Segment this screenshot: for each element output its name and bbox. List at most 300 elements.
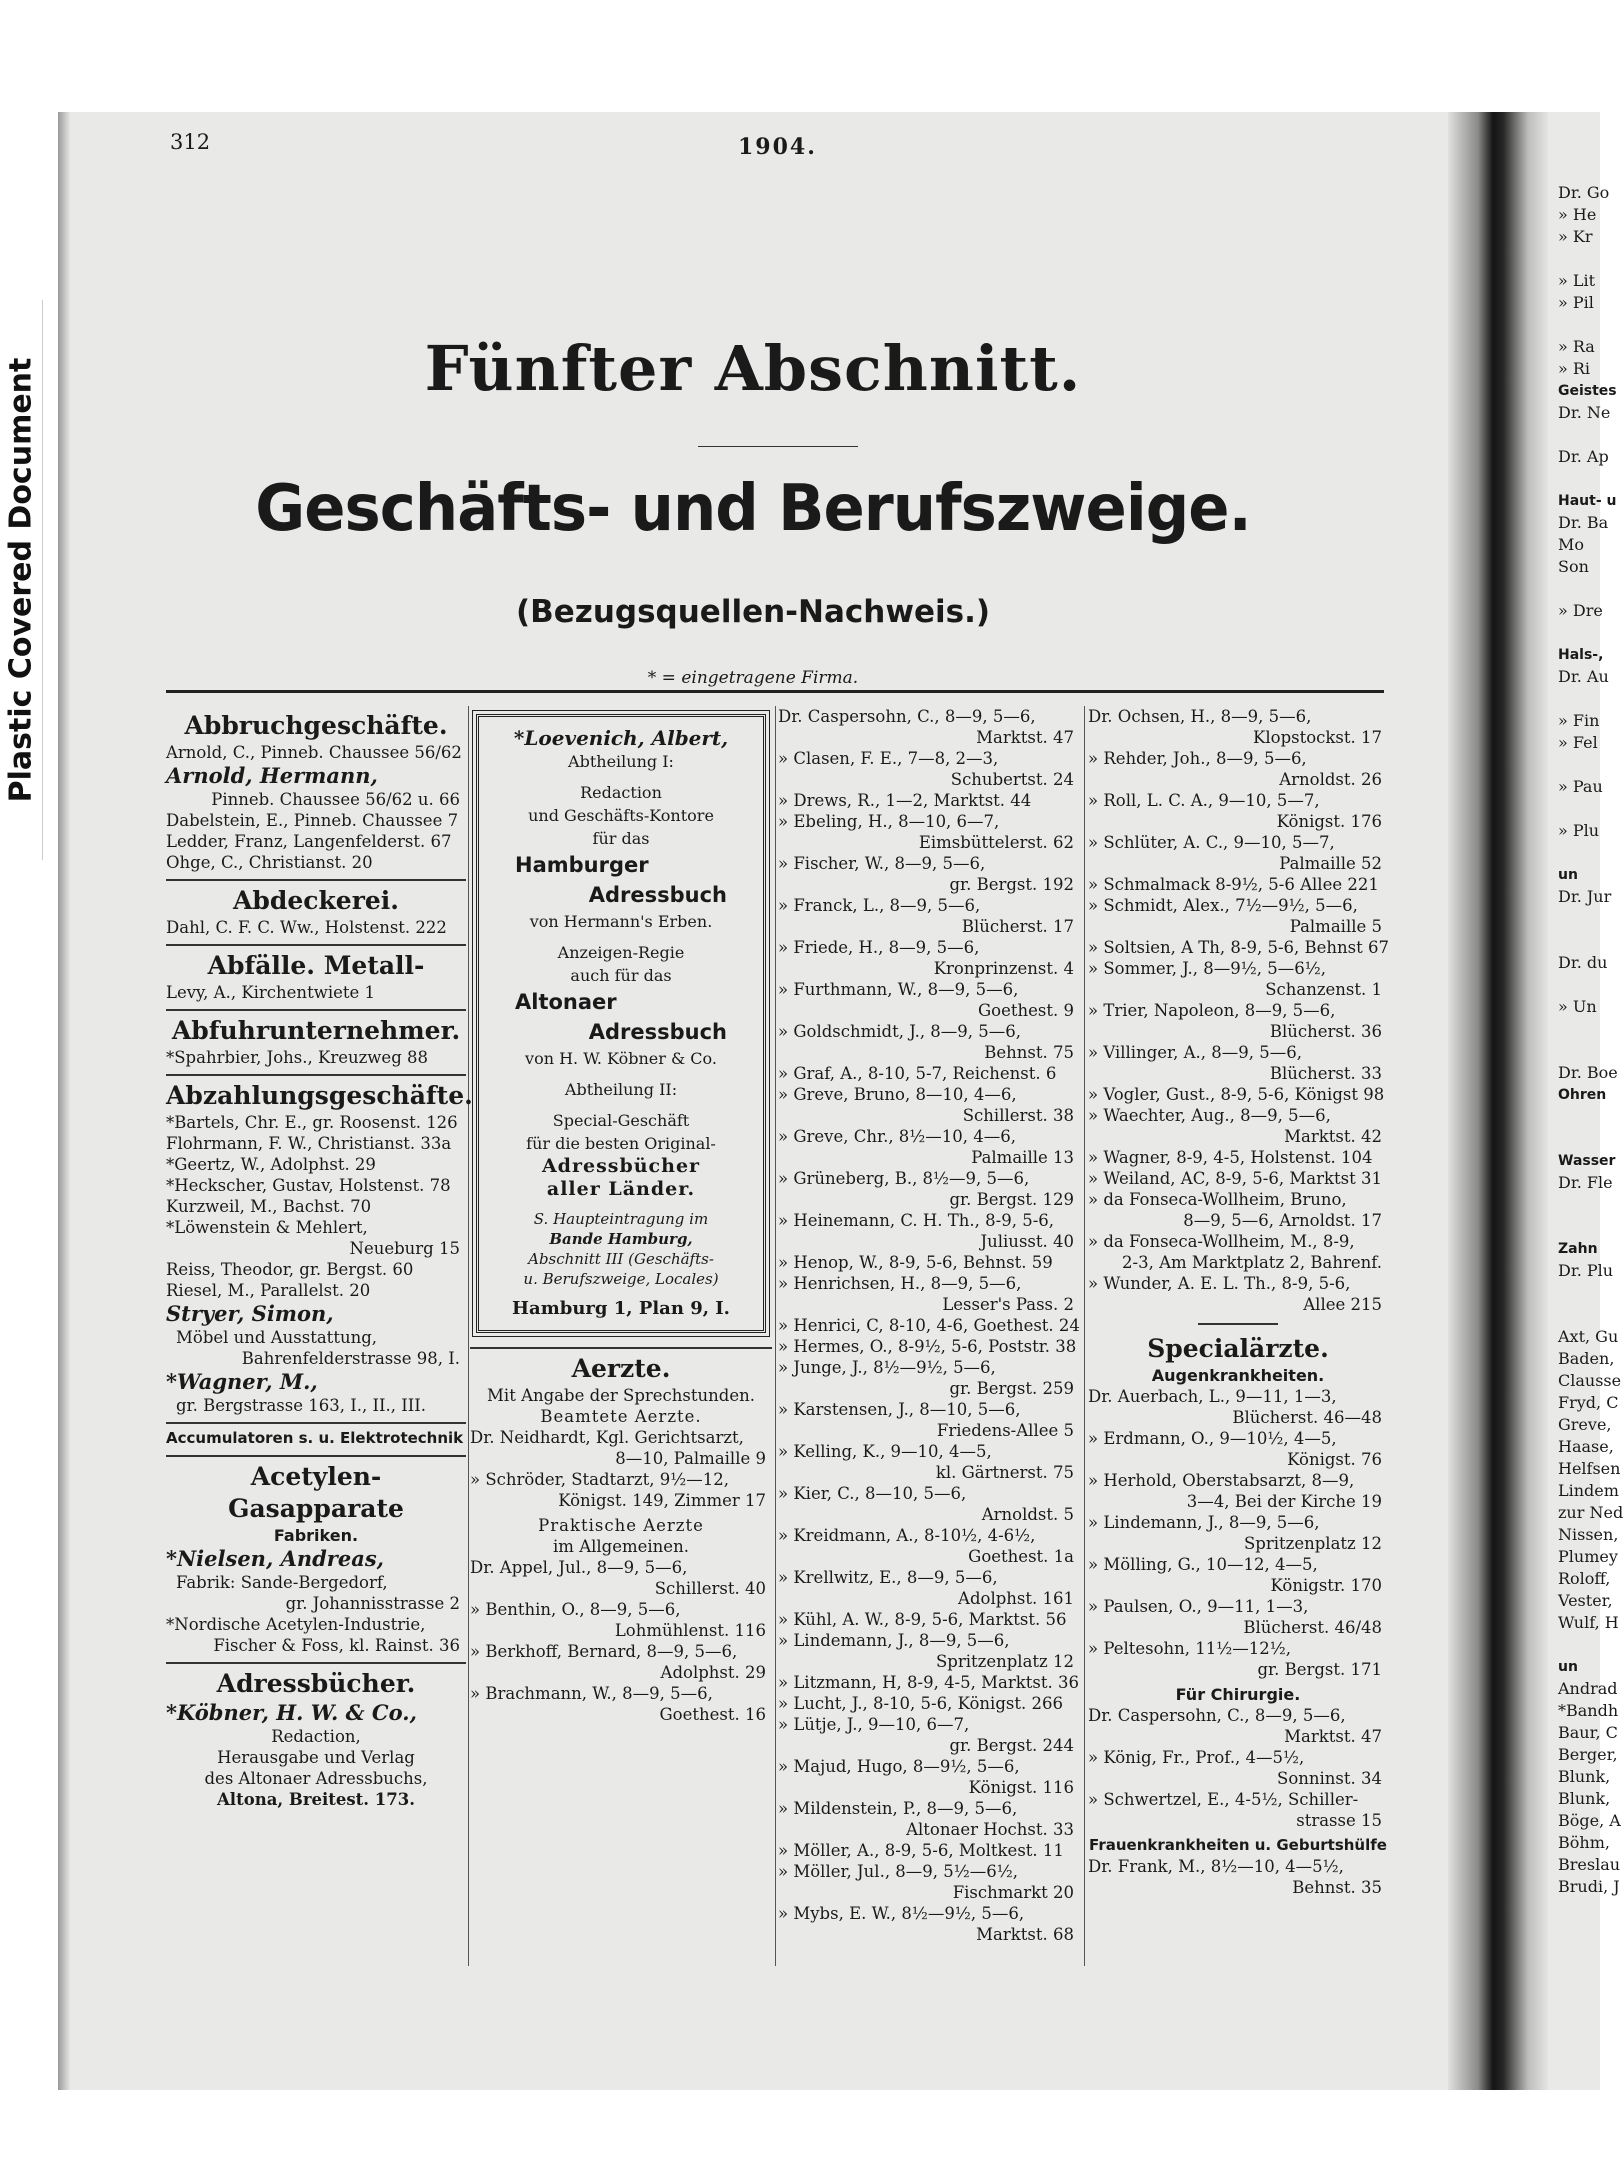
entry-line: 3—4, Bei der Kirche 19 <box>1186 1492 1382 1511</box>
ad-line: für die besten Original- <box>526 1134 716 1153</box>
ad-spacer <box>485 1070 757 1078</box>
entry-line: *Nielsen, Andreas, <box>166 1546 384 1571</box>
entry-line: » Henrichsen, H., 8—9, 5—6, <box>778 1274 1022 1293</box>
entry-line: *Heckscher, Gustav, Holstenst. 78 <box>166 1176 451 1195</box>
ad-line: Adressbücher <box>541 1155 701 1177</box>
entry-line: Arnold, C., Pinneb. Chaussee 56/62 <box>166 743 462 762</box>
entry-line: » Friede, H., 8—9, 5—6, <box>778 938 980 957</box>
entry-line: Klopstockst. 17 <box>1253 728 1382 747</box>
ad-line: für das <box>592 829 650 848</box>
fragment-line: Böhm, <box>1558 1833 1610 1852</box>
ad-line: Special-Geschäft <box>552 1111 690 1130</box>
fragment-line <box>1558 314 1600 336</box>
entry-line: » Heinemann, C. H. Th., 8-9, 5-6, <box>778 1211 1055 1230</box>
ad-line: Anzeigen-Regie <box>557 943 685 962</box>
entry-line: Kronprinzenst. 4 <box>933 959 1074 978</box>
entry-line: Dr. Ochsen, H., 8—9, 5—6, <box>1088 707 1312 726</box>
ad-line: Abtheilung I: <box>568 752 674 771</box>
ad-line: auch für das <box>570 966 672 985</box>
ad-line: S. Haupteintragung im <box>533 1210 709 1228</box>
fragment-line: Haut- u <box>1558 493 1617 509</box>
category-rule <box>166 879 466 881</box>
entry-line: *Spahrbier, Johs., Kreuzweg 88 <box>166 1048 429 1067</box>
entry-line: Reiss, Theodor, gr. Bergst. 60 <box>166 1260 414 1279</box>
entry-line: » Vogler, Gust., 8-9, 5-6, Königst 98 <box>1088 1085 1385 1104</box>
entry-line: » Drews, R., 1—2, Marktst. 44 <box>778 791 1032 810</box>
ad-line: Abschnitt III (Geschäfts- <box>528 1250 714 1268</box>
entry-line: Dr. Appel, Jul., 8—9, 5—6, <box>470 1558 688 1577</box>
entry-line: Marktst. 68 <box>976 1925 1074 1944</box>
fragment-line: Plumey <box>1558 1547 1618 1566</box>
entry-line: Adolphst. 29 <box>660 1663 766 1682</box>
category-heading: Specialärzte. <box>1147 1334 1329 1363</box>
entry-line: » Herhold, Oberstabsarzt, 8—9, <box>1088 1471 1355 1490</box>
top-rule <box>166 690 1384 693</box>
column-divider <box>1084 706 1085 1966</box>
entry-line: » Kier, C., 8—10, 5—6, <box>778 1484 967 1503</box>
entry-line: » Möller, Jul., 8—9, 5½—6½, <box>778 1862 1019 1881</box>
fragment-line: un <box>1558 1659 1578 1675</box>
fragment-line: » Pau <box>1558 777 1603 796</box>
entry-line: » Kühl, A. W., 8-9, 5-6, Marktst. 56 <box>778 1610 1067 1629</box>
entry-line: » Brachmann, W., 8—9, 5—6, <box>470 1684 713 1703</box>
fragment-line: » Ri <box>1558 359 1591 378</box>
entry-line: Stryer, Simon, <box>166 1301 334 1326</box>
entry-line: kl. Gärtnerst. 75 <box>935 1463 1074 1482</box>
ad-line: Bande Hamburg, <box>549 1230 693 1248</box>
fragment-line: Vester, <box>1558 1591 1613 1610</box>
cross-reference: Accumulatoren s. u. Elektrotechnik <box>166 1429 464 1447</box>
fragment-line <box>1558 1040 1600 1062</box>
fragment-line <box>1558 1304 1600 1326</box>
entry-line: gr. Bergst. 244 <box>949 1736 1074 1755</box>
entry-line: » Graf, A., 8-10, 5-7, Reichenst. 6 <box>778 1064 1057 1083</box>
short-rule <box>1198 1323 1278 1325</box>
entry-line: Dabelstein, E., Pinneb. Chaussee 7 <box>166 811 459 830</box>
ad-line: *Loevenich, Albert, <box>513 726 729 750</box>
category-subheading: Fabriken. <box>273 1526 359 1545</box>
doctor-list <box>1088 706 1388 1315</box>
entry-line: strasse 15 <box>1296 1811 1382 1830</box>
fragment-line: Dr. Plu <box>1558 1261 1614 1280</box>
entry-line: » Mybs, E. W., 8½—9½, 5—6, <box>778 1904 1025 1923</box>
fragment-line: Lindem <box>1558 1481 1619 1500</box>
entry-line: Blücherst. 46/48 <box>1243 1618 1382 1637</box>
side-label: Plastic Covered Document <box>3 357 39 803</box>
fragment-line: Dr. Au <box>1558 667 1609 686</box>
fragment-line: Fryd, C <box>1558 1393 1619 1412</box>
side-label-tab <box>0 300 43 860</box>
entry-line: » Trier, Napoleon, 8—9, 5—6, <box>1088 1001 1336 1020</box>
fragment-line: Wasser <box>1558 1153 1616 1169</box>
entry-line: » Henop, W., 8-9, 5-6, Behnst. 59 <box>778 1253 1053 1272</box>
fragment-line <box>1558 930 1600 952</box>
fragment-line <box>1558 578 1600 600</box>
fragment-line: » Dre <box>1558 601 1603 620</box>
ad-line: von H. W. Köbner & Co. <box>525 1049 717 1068</box>
entry-line: Levy, A., Kirchentwiete 1 <box>166 983 375 1002</box>
category-rule <box>470 1347 772 1349</box>
fragment-line <box>1558 424 1600 446</box>
entry-line: Königst. 176 <box>1276 812 1382 831</box>
entry-line: » Lindemann, J., 8—9, 5—6, <box>1088 1513 1320 1532</box>
category-subheading: Augenkrankheiten. <box>1151 1366 1325 1385</box>
entry-line: » Schlüter, A. C., 9—10, 5—7, <box>1088 833 1335 852</box>
entry-line: Blücherst. 36 <box>1269 1022 1382 1041</box>
fragment-line: *Bandh <box>1558 1701 1619 1720</box>
category-heading: Adressbücher. <box>216 1669 416 1698</box>
category-heading: Abbruchgeschäfte. <box>184 711 448 740</box>
ad-line: Adressbuch <box>588 1020 727 1044</box>
entry-line: Lesser's Pass. 2 <box>942 1295 1074 1314</box>
fragment-line: » Plu <box>1558 821 1600 840</box>
category-heading: Aerzte. <box>571 1354 671 1383</box>
fragment-line: Dr. Go <box>1558 183 1610 202</box>
entry-line: gr. Bergst. 192 <box>949 875 1074 894</box>
entry-line: Schillerst. 40 <box>654 1579 766 1598</box>
fragment-line: un <box>1558 867 1578 883</box>
entry-line: *Nordische Acetylen-Industrie, <box>166 1615 426 1634</box>
entry-line: Arnoldst. 5 <box>981 1505 1074 1524</box>
entry-line: Königst. 116 <box>968 1778 1074 1797</box>
entry-line: » Wunder, A. E. L. Th., 8-9, 5-6, <box>1088 1274 1351 1293</box>
entry-line: » Schröder, Stadtarzt, 9½—12, <box>470 1470 729 1489</box>
entry-line: Riesel, M., Parallelst. 20 <box>166 1281 371 1300</box>
fragment-line: Ohren <box>1558 1087 1607 1103</box>
entry-line: Neueburg 15 <box>349 1239 460 1258</box>
ad-line: Adressbuch <box>588 883 727 907</box>
entry-line: Juliusst. 40 <box>980 1232 1074 1251</box>
entry-line: Herausgabe und Verlag <box>217 1748 415 1767</box>
ad-line: u. Berufszweige, Locales) <box>523 1270 719 1288</box>
fragment-line: » Kr <box>1558 227 1593 246</box>
doctor-list <box>1088 1386 1388 1680</box>
entry-line: Spritzenplatz 12 <box>936 1652 1074 1671</box>
category-heading: Abzahlungsgeschäfte. <box>166 1081 473 1110</box>
entry-line: gr. Bergst. 259 <box>949 1379 1074 1398</box>
entry-line: » Rehder, Joh., 8—9, 5—6, <box>1088 749 1307 768</box>
entry-line: Sonninst. 34 <box>1277 1769 1382 1788</box>
entry-line: » Furthmann, W., 8—9, 5—6, <box>778 980 1019 999</box>
ad-line: Hamburg 1, Plan 9, I. <box>512 1298 730 1319</box>
entry-line: Dr. Caspersohn, C., 8—9, 5—6, <box>1088 1706 1346 1725</box>
entry-line: » Erdmann, O., 9—10½, 4—5, <box>1088 1429 1337 1448</box>
entry-line: 2-3, Am Marktplatz 2, Bahrenf. <box>1122 1253 1382 1272</box>
entry-line: gr. Bergst. 129 <box>949 1190 1074 1209</box>
fragment-line: Dr. Ba <box>1558 513 1609 532</box>
page-year: 1904. <box>738 134 817 160</box>
fragment-line: Axt, Gu <box>1558 1327 1619 1346</box>
fragment-line: Roloff, <box>1558 1569 1611 1588</box>
entry-line: » Greve, Chr., 8½—10, 4—6, <box>778 1127 1017 1146</box>
entry-line: Kurzweil, M., Bachst. 70 <box>166 1197 372 1216</box>
entry-line: » Benthin, O., 8—9, 5—6, <box>470 1600 681 1619</box>
entry-line: Königst. 149, Zimmer 17 <box>558 1491 766 1510</box>
entry-line: Goethest. 16 <box>659 1705 766 1724</box>
entry-line: Marktst. 47 <box>1284 1727 1382 1746</box>
category-subheading: Für Chirurgie. <box>1175 1685 1301 1704</box>
entry-line: gr. Bergst. 171 <box>1257 1660 1382 1679</box>
entry-line: Friedens-Allee 5 <box>936 1421 1074 1440</box>
fragment-line: » Fin <box>1558 711 1600 730</box>
entry-line: Möbel und Ausstattung, <box>176 1328 378 1347</box>
entry-line: Palmaille 13 <box>971 1148 1074 1167</box>
fragment-line: Dr. Fle <box>1558 1173 1613 1192</box>
fragment-line <box>1558 1634 1600 1656</box>
fragment-line <box>1558 908 1600 930</box>
doctor-list <box>1088 1856 1388 1898</box>
scanned-page <box>58 112 1623 2090</box>
fragment-line: Blunk, <box>1558 1789 1611 1808</box>
fragment-line: Mo <box>1558 535 1585 554</box>
entry-line: » Peltesohn, 11½—12½, <box>1088 1639 1292 1658</box>
entry-line: Praktische Aerzte <box>538 1516 704 1535</box>
category-heading: Abdeckerei. <box>233 886 399 915</box>
fragment-line <box>1558 248 1600 270</box>
entry-line: Allee 215 <box>1303 1295 1382 1314</box>
entry-line: » Clasen, F. E., 7—8, 2—3, <box>778 749 999 768</box>
fragment-line: Hals-, <box>1558 647 1604 663</box>
entry-line: Palmaille 52 <box>1279 854 1382 873</box>
fragment-line: Wulf, H <box>1558 1613 1619 1632</box>
entry-line: *Bartels, Chr. E., gr. Roosenst. 126 <box>166 1113 458 1132</box>
ad-line: Altonaer <box>515 990 617 1014</box>
entry-line: » Wagner, 8-9, 4-5, Holstenst. 104 <box>1088 1148 1373 1167</box>
ad-line: aller Länder. <box>546 1178 696 1200</box>
entry-line: Marktst. 47 <box>976 728 1074 747</box>
entry-line: Behnst. 35 <box>1292 1878 1382 1897</box>
fragment-line: Nissen, <box>1558 1525 1619 1544</box>
ad-line: von Hermann's Erben. <box>529 912 713 931</box>
entry-line: 8—10, Palmaille 9 <box>615 1449 766 1468</box>
category-rule <box>166 1009 466 1011</box>
fragment-line: » Pil <box>1558 293 1594 312</box>
category-rule <box>166 1662 466 1664</box>
entry-line: gr. Bergstrasse 163, I., II., III. <box>176 1396 427 1415</box>
fragment-line: Dr. Boe <box>1558 1063 1618 1082</box>
entry-line: *Löwenstein & Mehlert, <box>166 1218 368 1237</box>
ad-line: Redaction <box>580 783 662 802</box>
fragment-line: Son <box>1558 557 1589 576</box>
book-gutter <box>1448 112 1548 2090</box>
entry-line: » Berkhoff, Bernard, 8—9, 5—6, <box>470 1642 738 1661</box>
entry-line: Königstr. 170 <box>1270 1576 1382 1595</box>
entry-line: Eimsbüttelerst. 62 <box>918 833 1074 852</box>
entry-line: » Mildenstein, P., 8—9, 5—6, <box>778 1799 1018 1818</box>
entry-line: » Henrici, C, 8-10, 4-6, Goethest. 24 <box>778 1316 1080 1335</box>
entry-line: » Franck, L., 8—9, 5—6, <box>778 896 981 915</box>
page-number: 312 <box>170 130 211 154</box>
entry-line: Lohmühlenst. 116 <box>614 1621 766 1640</box>
entry-line: » da Fonseca-Wollheim, M., 8-9, <box>1088 1232 1355 1251</box>
entry-line: » Paulsen, O., 9—11, 1—3, <box>1088 1597 1309 1616</box>
entry-line: » Krellwitz, E., 8—9, 5—6, <box>778 1568 998 1587</box>
fragment-line: Dr. Ap <box>1558 447 1609 466</box>
ad-spacer <box>485 1101 757 1109</box>
entry-line: » König, Fr., Prof., 4—5½, <box>1088 1748 1305 1767</box>
fragment-line <box>1558 1128 1600 1150</box>
entry-line: Fabrik: Sande-Bergedorf, <box>176 1573 388 1592</box>
entry-line: » Lucht, J., 8-10, 5-6, Königst. 266 <box>778 1694 1063 1713</box>
advertisement-box <box>476 714 766 1333</box>
entry-line: *Geertz, W., Adolphst. 29 <box>166 1155 376 1174</box>
left-page <box>58 112 1448 2090</box>
entry-line: Goethest. 1a <box>968 1547 1074 1566</box>
entry-line: Pinneb. Chaussee 56/62 u. 66 <box>211 790 460 809</box>
entry-line: » Junge, J., 8½—9½, 5—6, <box>778 1358 996 1377</box>
entry-line: Dr. Frank, M., 8½—10, 4—5½, <box>1088 1857 1344 1876</box>
entry-line: » Hermes, O., 8-9½, 5-6, Poststr. 38 <box>778 1337 1077 1356</box>
fragment-line: Haase, <box>1558 1437 1614 1456</box>
entry-line: » Grüneberg, B., 8½—9, 5—6, <box>778 1169 1030 1188</box>
fragment-line: Brudi, J <box>1558 1877 1620 1896</box>
fragment-line: Baden, <box>1558 1349 1615 1368</box>
ad-spacer <box>485 933 757 941</box>
entry-line: » Fischer, W., 8—9, 5—6, <box>778 854 986 873</box>
entry-line: » Sommer, J., 8—9½, 5—6½, <box>1088 959 1326 978</box>
section-subtitle: (Bezugsquellen-Nachweis.) <box>515 594 991 630</box>
fragment-line: Clausse <box>1558 1371 1622 1390</box>
fragment-line <box>1558 1106 1600 1128</box>
title-separator <box>698 446 858 447</box>
column-divider <box>775 706 776 1966</box>
entry-line: Schillerst. 38 <box>962 1106 1074 1125</box>
fragment-line <box>1558 622 1600 644</box>
fragment-line: Andrad <box>1558 1679 1618 1698</box>
fragment-line: Zahn <box>1558 1241 1598 1257</box>
fragment-line <box>1558 1282 1600 1304</box>
section-title-main: Geschäfts- und Berufszweige. <box>255 472 1251 546</box>
entry-line: Goethest. 9 <box>978 1001 1074 1020</box>
entry-line: » Majud, Hugo, 8—9½, 5—6, <box>778 1757 1020 1776</box>
fragment-line <box>1558 754 1600 776</box>
entry-line: Blücherst. 46—48 <box>1232 1408 1382 1427</box>
entry-line: Dr. Auerbach, L., 9—11, 1—3, <box>1088 1387 1337 1406</box>
fragment-line: » Ra <box>1558 337 1595 356</box>
entry-line: Adolphst. 161 <box>958 1589 1074 1608</box>
entry-line: gr. Johannisstrasse 2 <box>285 1594 460 1613</box>
entry-line: » Greve, Bruno, 8—10, 4—6, <box>778 1085 1017 1104</box>
fragment-line: » Fel <box>1558 733 1598 752</box>
entry-line: » Kreidmann, A., 8-10½, 4-6½, <box>778 1526 1036 1545</box>
fragment-line: » Un <box>1558 997 1597 1016</box>
entry-line: Schubertst. 24 <box>950 770 1074 789</box>
entry-line: » Schmalmack 8-9½, 5-6 Allee 221 <box>1088 875 1379 894</box>
entry-line: » da Fonseca-Wollheim, Bruno, <box>1088 1190 1347 1209</box>
fragment-line: Dr. Jur <box>1558 887 1612 906</box>
entry-line: » Ebeling, H., 8—10, 6—7, <box>778 812 1000 831</box>
ad-line: Abtheilung II: <box>564 1080 678 1099</box>
entry-line: des Altonaer Adressbuchs, <box>204 1769 428 1788</box>
column-1 <box>166 706 473 1810</box>
entry-line: » Weiland, AC, 8-9, 5-6, Marktst 31 <box>1088 1169 1382 1188</box>
fragment-line <box>1558 974 1600 996</box>
right-page-fragment <box>1558 182 1623 1898</box>
category-rule <box>166 1074 466 1076</box>
entry-line: » Litzmann, H, 8-9, 4-5, Marktst. 36 <box>778 1673 1079 1692</box>
entry-line: Mit Angabe der Sprechstunden. <box>487 1386 755 1405</box>
entry-line: » Mölling, G., 10—12, 4—5, <box>1088 1555 1318 1574</box>
entry-line: Flohrmann, F. W., Christianst. 33a <box>166 1134 452 1153</box>
fragment-line: Dr. du <box>1558 953 1608 972</box>
entry-line: Ledder, Franz, Langenfelderst. 67 <box>166 832 452 851</box>
fragment-line <box>1558 1018 1600 1040</box>
entry-line: Dahl, C. F. C. Ww., Holstenst. 222 <box>166 918 447 937</box>
entry-line: » Möller, A., 8-9, 5-6, Moltkest. 11 <box>778 1841 1064 1860</box>
fragment-line <box>1558 1216 1600 1238</box>
entry-line: » Karstensen, J., 8—10, 5—6, <box>778 1400 1021 1419</box>
entry-line: 8—9, 5—6, Arnoldst. 17 <box>1183 1211 1382 1230</box>
category-rule <box>166 944 466 946</box>
fragment-line: Breslau <box>1558 1855 1621 1874</box>
entry-line: Ohge, C., Christianst. 20 <box>166 853 373 872</box>
category-heading: Abfuhrunternehmer. <box>171 1016 461 1045</box>
entry-line: » Roll, L. C. A., 9—10, 5—7, <box>1088 791 1320 810</box>
entry-line: Fischer & Foss, kl. Rainst. 36 <box>213 1636 460 1655</box>
entry-line: » Goldschmidt, J., 8—9, 5—6, <box>778 1022 1022 1041</box>
entry-line: Blücherst. 17 <box>961 917 1074 936</box>
entry-line: Bahrenfelderstrasse 98, I. <box>241 1349 460 1368</box>
entry-line: Dr. Neidhardt, Kgl. Gerichtsarzt, <box>470 1428 744 1447</box>
entry-line: Altona, Breitest. 173. <box>217 1790 415 1809</box>
category-rule <box>166 1455 466 1457</box>
fragment-line <box>1558 1194 1600 1216</box>
category-heading: Acetylen-Gasapparate <box>228 1462 404 1523</box>
entry-line: » Schmidt, Alex., 7½—9½, 5—6, <box>1088 896 1358 915</box>
entry-line: Fischmarkt 20 <box>952 1883 1074 1902</box>
fragment-line: Helfsen <box>1558 1459 1621 1478</box>
entry-line: Palmaille 5 <box>1289 917 1382 936</box>
column-3 <box>778 706 1080 1945</box>
fragment-line: Geistes <box>1558 383 1617 399</box>
entry-line: Arnoldst. 26 <box>1279 770 1382 789</box>
entry-line: » Kelling, K., 9—10, 4—5, <box>778 1442 992 1461</box>
entry-line: Schanzenst. 1 <box>1265 980 1382 999</box>
fragment-line <box>1558 688 1600 710</box>
fragment-line: Baur, C <box>1558 1723 1618 1742</box>
fragment-line <box>1558 842 1600 864</box>
entry-line: *Köbner, H. W. & Co., <box>166 1700 417 1725</box>
section-title-fraktur: Fünfter Abschnitt. <box>424 332 1082 405</box>
category-subheading: Frauenkrankheiten u. Geburtshülfe <box>1089 1836 1387 1854</box>
entry-line: » Soltsien, A Th, 8-9, 5-6, Behnst 67 <box>1088 938 1389 957</box>
entry-line: Königst. 76 <box>1287 1450 1382 1469</box>
category-rule <box>166 1422 466 1424</box>
category-heading: Abfälle. Metall- <box>207 951 425 980</box>
fragment-line: » Lit <box>1558 271 1596 290</box>
entry-line: Blücherst. 33 <box>1269 1064 1382 1083</box>
doctor-list <box>1088 1705 1388 1831</box>
firm-note: * = eingetragene Firma. <box>647 668 859 688</box>
entry-line: Spritzenplatz 12 <box>1244 1534 1382 1553</box>
entry-line: Marktst. 42 <box>1284 1127 1382 1146</box>
entry-line: » Waechter, Aug., 8—9, 5—6, <box>1088 1106 1331 1125</box>
entry-line: » Villinger, A., 8—9, 5—6, <box>1088 1043 1302 1062</box>
entry-line: » Lindemann, J., 8—9, 5—6, <box>778 1631 1010 1650</box>
entry-line: Dr. Caspersohn, C., 8—9, 5—6, <box>778 707 1036 726</box>
column-4 <box>1088 706 1388 1898</box>
entry-line: Arnold, Hermann, <box>166 763 378 788</box>
entry-line: Redaction, <box>271 1727 361 1746</box>
ad-spacer <box>485 1201 757 1209</box>
ad-line: und Geschäfts-Kontore <box>528 806 714 825</box>
fragment-line <box>1558 468 1600 490</box>
ad-line: Hamburger <box>515 853 649 877</box>
ad-spacer <box>485 773 757 781</box>
fragment-line: Greve, <box>1558 1415 1612 1434</box>
fragment-line: Böge, A <box>1558 1811 1621 1830</box>
fragment-line: Berger, <box>1558 1745 1618 1764</box>
